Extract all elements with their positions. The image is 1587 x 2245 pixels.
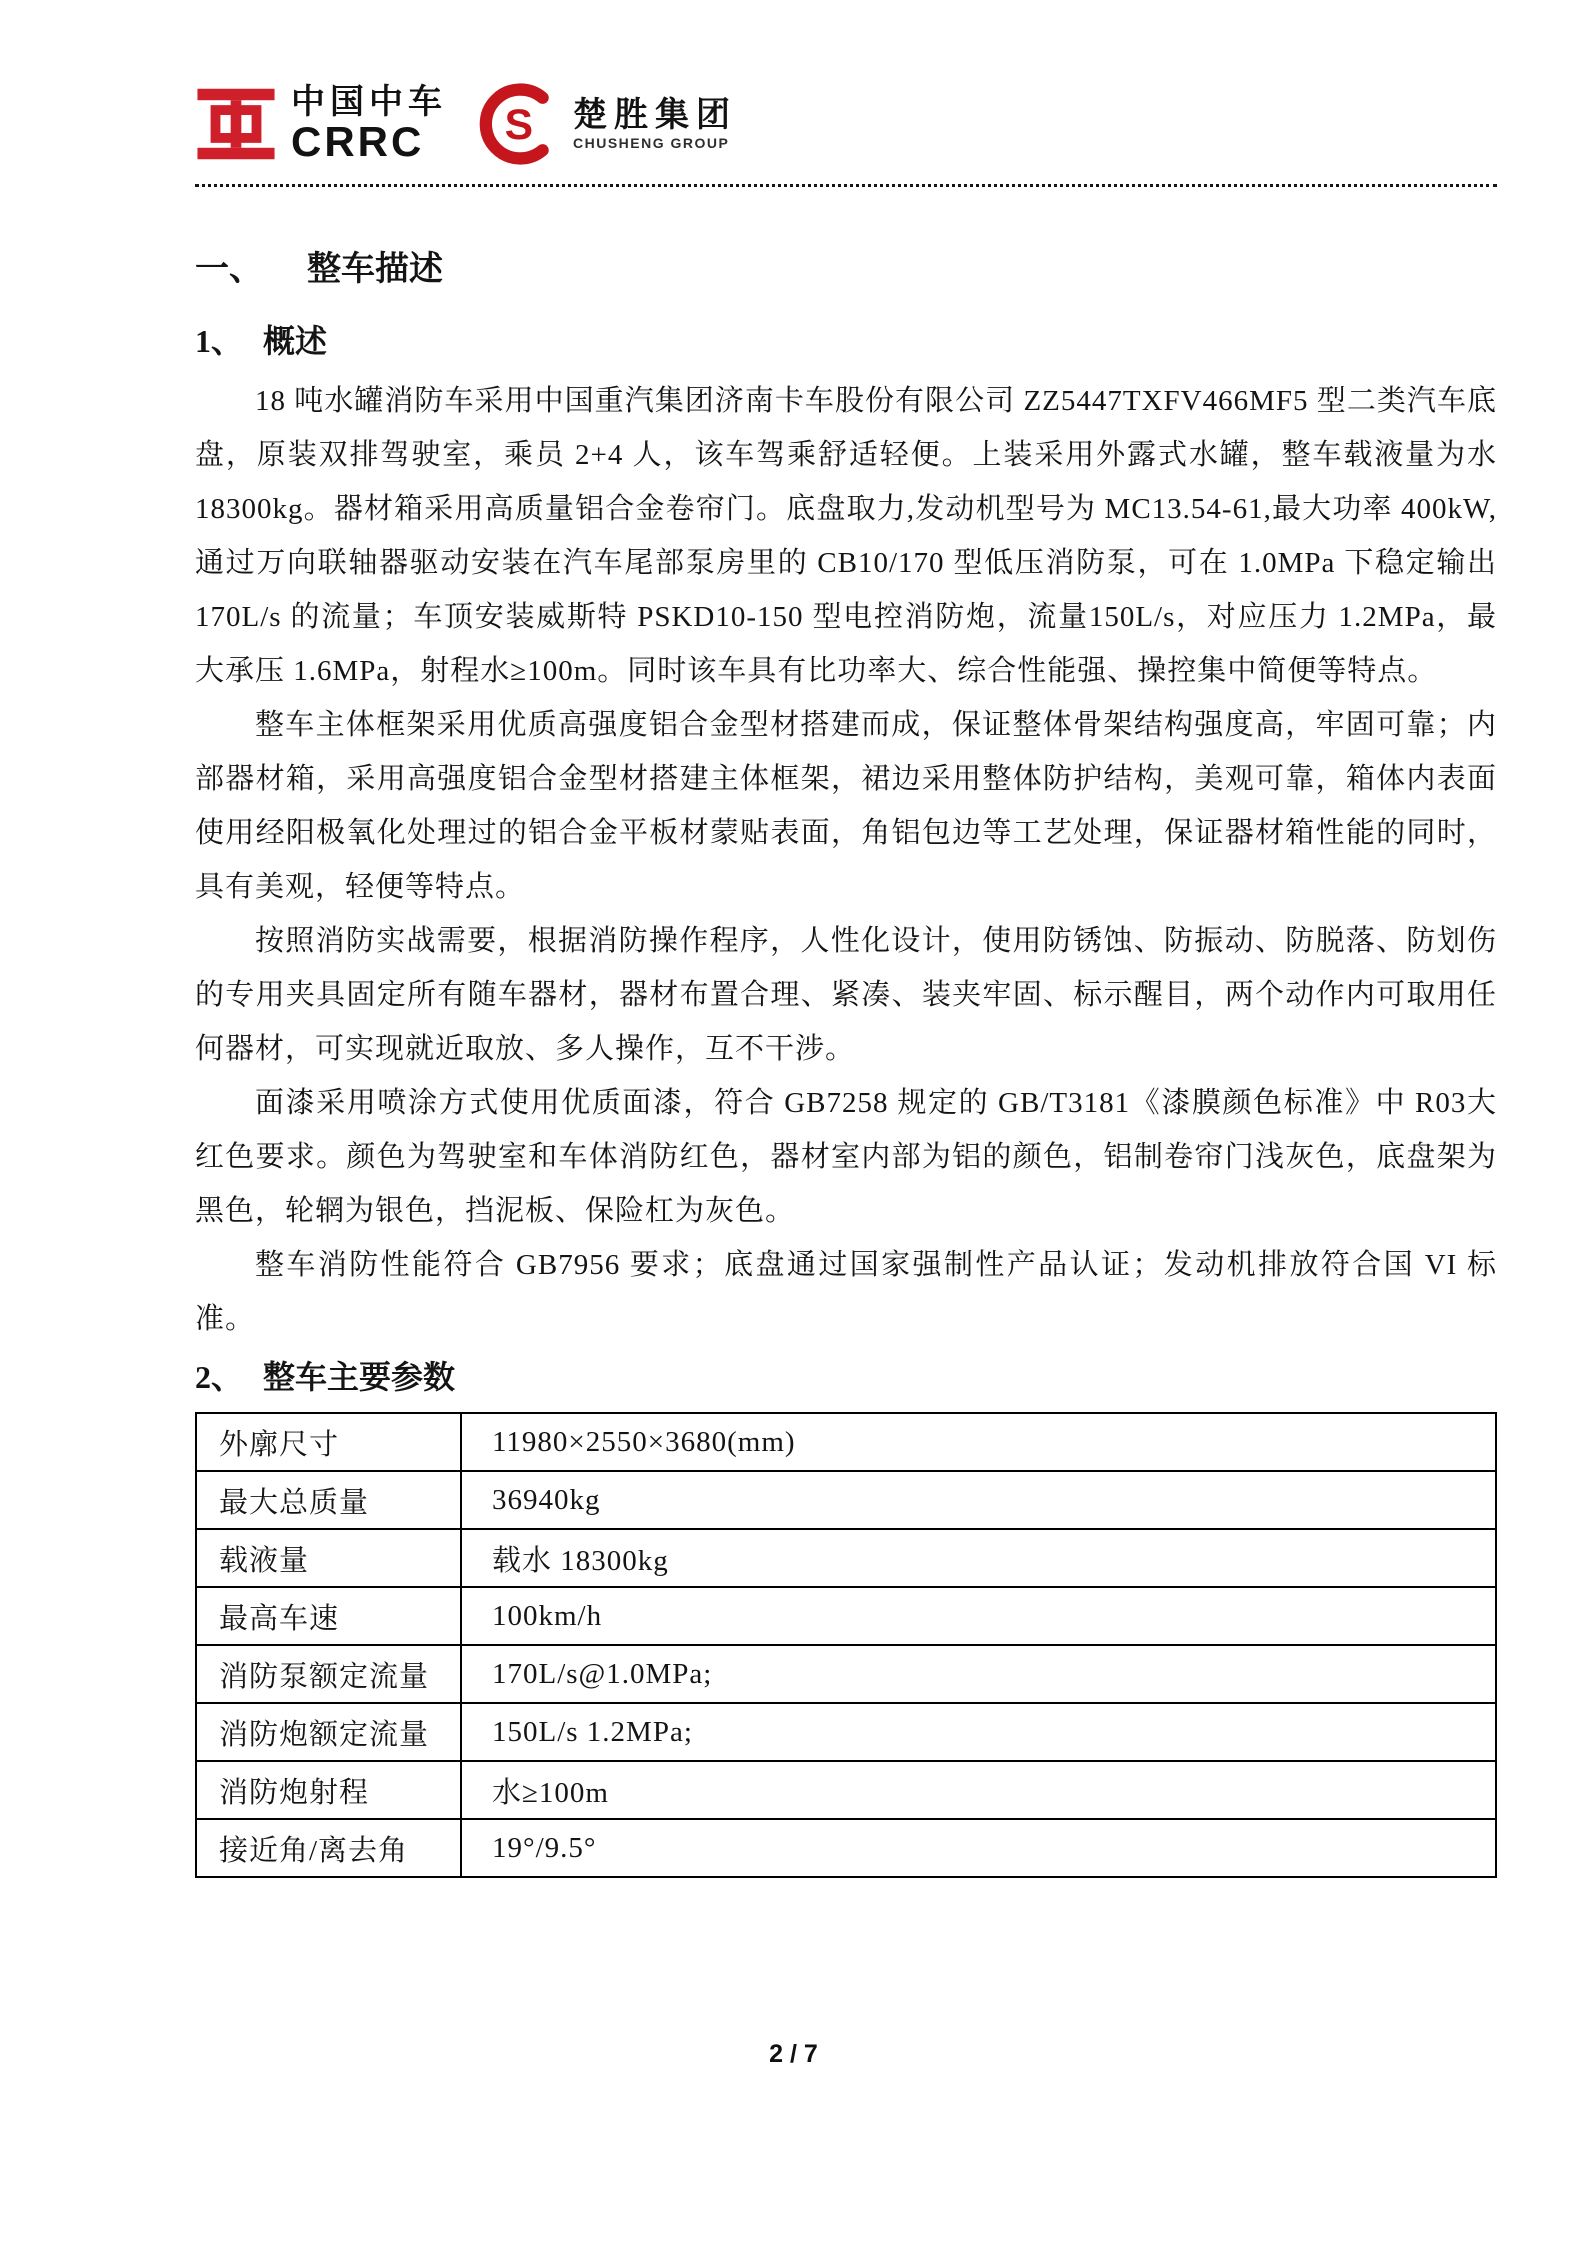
param-value-cell: 170L/s@1.0MPa; [461,1645,1496,1703]
param-value-cell: 水≥100m [461,1761,1496,1819]
overview-paragraph-1: 18 吨水罐消防车采用中国重汽集团济南卡车股份有限公司 ZZ5447TXFV466MF5 型二类汽车底盘，原装双排驾驶室，乘员 2+4 人，该车驾乘舒适轻便。上装采用外露式水罐，整车载液量为水18300kg。器材箱采用高质量铝合金卷帘门。底盘取力,发动机型号为 MC13.54-61,最大功率 400kW,通过万向联轴器驱动安装在汽车尾部泵房里的 CB10/170 型低压消防泵，可在 1.0MPa 下稳定输出 170L/s 的流量；车顶安装威斯特 PSKD10-150 型电控消防炮，流量150L/s，对应压力 1.2MPa，最大承压 1.6MPa，射程水≥100m。同时该车具有比功率大、综合性能强、操控集中简便等特点。 [195,385,1497,687]
section-1-title: 整车描述 [307,251,443,288]
param-value-cell: 100km/h [461,1587,1496,1645]
table-row [196,1819,1496,1877]
crrc-logo-en-text: CRRC [291,117,425,165]
table-row [196,1529,1496,1587]
param-value-cell: 36940kg [461,1471,1496,1529]
subsection-1-number: 1、 [195,323,244,359]
table-row [196,1645,1496,1703]
section-1-heading [195,241,1497,290]
table-row [196,1703,1496,1761]
param-value-cell: 载水 18300kg [461,1529,1496,1587]
param-label-cell: 最大总质量 [196,1471,461,1529]
overview-paragraph-3: 按照消防实战需要，根据消防操作程序，人性化设计，使用防锈蚀、防振动、防脱落、防划伤的专用夹具固定所有随车器材，器材布置合理、紧凑、装夹牢固、标示醒目，两个动作内可取用任何器材，可实现就近取放、多人操作，互不干涉。 [195,925,1497,1065]
header [195,82,1497,166]
header-divider [195,184,1497,187]
param-label-cell: 消防炮射程 [196,1761,461,1819]
param-label-cell: 外廓尺寸 [196,1413,461,1471]
param-label-cell: 载液量 [196,1529,461,1587]
subsection-2-heading [195,1352,1497,1398]
parameters-table [195,1412,1497,1878]
table-row [196,1413,1496,1471]
subsection-2-number: 2、 [195,1359,244,1395]
param-label-cell: 消防炮额定流量 [196,1703,461,1761]
subsection-1-title: 概述 [263,323,328,359]
param-label-cell: 接近角/离去角 [196,1819,461,1877]
overview-paragraph-4: 面漆采用喷涂方式使用优质面漆，符合 GB7258 规定的 GB/T3181《漆膜颜色标准》中 R03大红色要求。颜色为驾驶室和车体消防红色，器材室内部为铝的颜色，铝制卷帘门浅灰色，底盘架为黑色，轮辋为银色，挡泥板、保险杠为灰色。 [195,1087,1497,1227]
crrc-logo [195,83,447,165]
param-value-cell: 19°/9.5° [461,1819,1496,1877]
param-value-cell: 11980×2550×3680(mm) [461,1413,1496,1471]
chusheng-logo [477,83,737,165]
param-label-cell: 消防泵额定流量 [196,1645,461,1703]
table-row [196,1587,1496,1645]
param-value-cell: 150L/s 1.2MPa; [461,1703,1496,1761]
svg-text:S: S [504,100,534,149]
chusheng-logo-en-text: CHUSHENG GROUP [573,134,730,151]
overview-paragraph-5: 整车消防性能符合 GB7956 要求；底盘通过国家强制性产品认证；发动机排放符合国 VI 标准。 [195,1249,1497,1335]
table-row [196,1471,1496,1529]
subsection-2-title: 整车主要参数 [263,1359,456,1395]
chusheng-emblem-icon [477,83,559,165]
subsection-1-heading [195,316,1497,362]
page-number: 2 / 7 [769,2040,818,2068]
crrc-logo-cn-text: 中国中车 [291,83,447,122]
table-row [196,1761,1496,1819]
overview-paragraph-2: 整车主体框架采用优质高强度铝合金型材搭建而成，保证整体骨架结构强度高，牢固可靠；内部器材箱，采用高强度铝合金型材搭建主体框架，裙边采用整体防护结构，美观可靠，箱体内表面使用经阳极氧化处理过的铝合金平板材蒙贴表面，角铝包边等工艺处理，保证器材箱性能的同时，具有美观，轻便等特点。 [195,709,1497,903]
section-1-number: 一、 [195,251,263,288]
chusheng-logo-cn-text: 楚胜集团 [573,96,737,135]
page-content [195,0,1497,1878]
param-label-cell: 最高车速 [196,1587,461,1645]
crrc-emblem-icon [195,83,277,165]
